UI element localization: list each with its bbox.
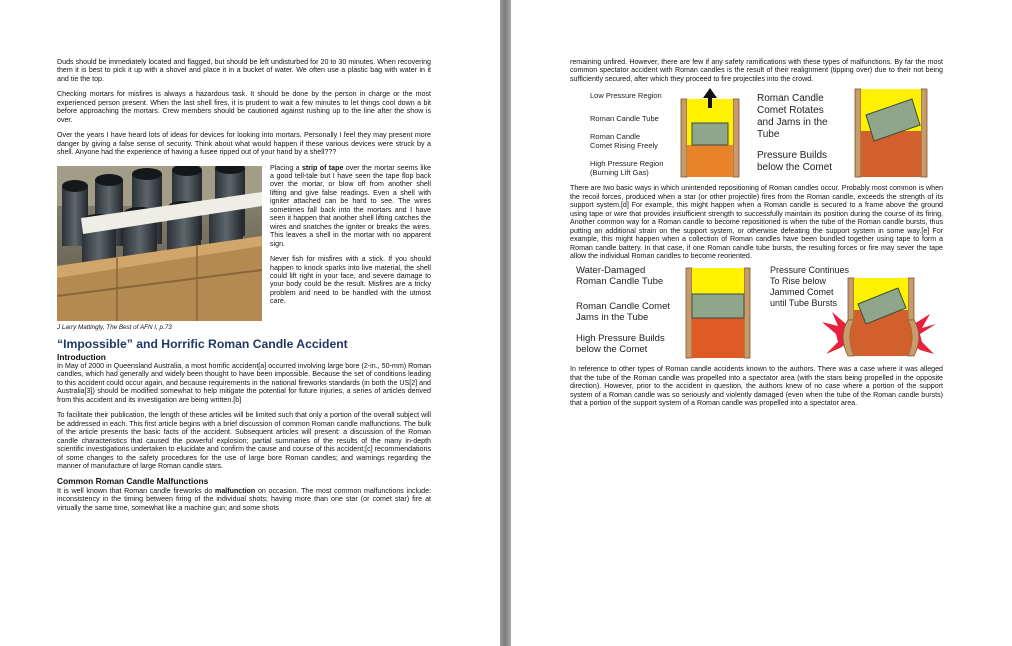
tape-paragraph: Placing a strip of tape over the mortar seems like a good tell-tale but I have seen the tape flop back over the mortar, or blow off from another shell lifting and give false readings. Even a shell with igniter attached can be hard to see. The wires sometimes fall back into the mortars and I have seen it happen that another shell lifting catches the wires and snatches the igniter or breaks the wires. This leaves a shell in the mortar with no apparent sign. xyxy=(270,163,431,248)
hp-label-1: High Pressure Builds xyxy=(576,333,665,345)
free-comet-tube xyxy=(681,88,739,177)
jams-label-1: Roman Candle Comet xyxy=(576,301,670,313)
right-text-column xyxy=(570,58,943,415)
rotates-label-2: Comet Rotates xyxy=(757,105,824,117)
low-pressure-label: Low Pressure Region xyxy=(590,91,662,101)
rotates-label-4: Tube xyxy=(757,129,780,141)
builds-label-1: Pressure Builds xyxy=(757,150,828,162)
damaged-label-2: Roman Candle Tube xyxy=(576,276,664,288)
mortar-rack-image xyxy=(57,166,262,321)
tube-burst-diagram xyxy=(570,264,942,360)
builds-label-2: below the Comet xyxy=(757,162,833,174)
comet-rising-label-1: Roman Candle xyxy=(590,132,641,142)
continues-label-2: To Rise below xyxy=(770,276,827,287)
malfunctions-paragraph: It is well known that Roman candle fireworks do malfunction on occasion. The most common malfunctions include: inconsistency in the timing between firing of the individual shots; having more than one star (or comet star) fire at virtually the same time, somewhat like a machine gun; and some shots xyxy=(57,486,431,512)
page-gutter xyxy=(500,0,511,646)
damaged-label-1: Water-Damaged xyxy=(576,265,646,277)
repositioning-paragraph: There are two basic ways in which unintended repositioning of Roman candles occur. Probably most common is when the recoil forces, produced when a star (or other projectile) fires from the Roman candle, exceeds the strength of its support system.[d] For example, this might happen when a Roman candle is secured to a frame above the ground using tape or wire that provides insufficient strength to successfully maintain its position during the course of its firing. Another common way for a Roman candle to become repositioned is when the tube of the Roman candle bursts, thus putting an additional strain on the support system, or otherwise defeating the support system in some way.[e] For example, this might happen when a collection of Roman candles have been bundled together using tape to form a Roman candle battery. In that case, if one Roman candle tube bursts, the resulting forces or fire may sever the tape allow the individual Roman candles to become reoriented. xyxy=(570,184,943,260)
right-page xyxy=(511,0,1012,646)
introduction-paragraph: In May of 2000 in Queensland Australia, a most horrific accident[a] occurred involving large bore (2-in., 50-mm) Roman candles, which had generally and widely been thought to have been impossible. Because the set of conditions leading to this accident could occur again, and because requirements in the national fireworks standards (in both the US[2] and Australia[3]) should be modified somewhat to help mitigate the potential for future injuries, a series of articles derived from this accident and its investigation are being written.[b] xyxy=(57,362,431,404)
duds-paragraph: Duds should be immediately located and flagged, but should be left undisturbed for 20 to 30 minutes. When recovering them it is best to pick it up with a shovel and place it in a bucket of water. We often use a plastic bag with water in it and tie the top. xyxy=(57,58,431,83)
other-accidents-paragraph: In reference to other types of Roman candle accidents known to the authors. There was a case where it was alleged that the tube of the Roman candle was propelled into a spectator area (with the stars being propelled in the opposite direction). However, prior to the accident in question, the authors knew of no case where a portion of the support system of a Roman candle was so seriously and violently damaged (even when the tube of the Roman candle bursts) that a portion of the support system of a Roman candle was propelled into a spectator area. xyxy=(570,365,943,408)
jammed-comet-tube xyxy=(855,89,927,177)
damaged-tube xyxy=(686,268,750,358)
continues-label-1: Pressure Continues xyxy=(770,265,850,276)
checking-mortars-paragraph: Checking mortars for misfires is always a hazardous task. It should be done by the person in charge or the most experienced person present. When the last shell fires, it is prudent to wait a few minutes to let things cool down a bit before approaching the mortars. Crew members should be cautioned against rushing up to the line after the show is over. xyxy=(57,90,431,124)
continues-label-4: until Tube Bursts xyxy=(770,298,838,309)
continues-label-3: Jammed Comet xyxy=(770,287,834,298)
jams-label-2: Jams in the Tube xyxy=(576,312,649,324)
comet-rising-label-2: Comet Rising Freely xyxy=(590,141,658,151)
introduction-heading: Introduction xyxy=(57,351,106,362)
malfunctions-heading: Common Roman Candle Malfunctions xyxy=(57,476,209,487)
continued-paragraph: remaining unfired. However, there are few if any safety ramifications with these types of malfunctions. By far the most common spectator accident with Roman candles is the result of their realignment (tipping over) due to their not being sufficiently secured, after which they proceed to fire projectiles into the crowd. xyxy=(570,58,943,83)
malfunction-emphasis: malfunction xyxy=(215,486,256,495)
devices-paragraph: Over the years I have heard lots of ideas for devices for looking into mortars. Personally I feel they may present more danger by giving a false sense of security. Think about what would happen if these various devices were struck by a shell. Anyone had the experience of having a fusee ripped out of your hand by a shell??? xyxy=(57,131,431,157)
high-pressure-label-2: (Burning Lift Gas) xyxy=(590,168,649,178)
strip-of-tape-emphasis: strip of tape xyxy=(301,163,344,172)
high-pressure-label-1: High Pressure Region xyxy=(590,159,664,169)
mortar-rack-photo xyxy=(57,166,262,321)
article-title: “Impossible” and Horrific Roman Candle Accident xyxy=(57,336,348,351)
rotates-label-1: Roman Candle xyxy=(757,93,824,105)
burst-tube xyxy=(822,278,936,356)
comet-rotation-diagram xyxy=(570,87,942,179)
left-page xyxy=(0,0,500,646)
hp-label-2: below the Comet xyxy=(576,344,648,356)
publication-paragraph: To facilitate their publication, the length of these articles will be limited such that only a portion of the overall subject will be addressed in each. This first article begins with a brief discussion of common Roman candle malfunctions. The bulk of the article presents the basic facts of the accident. Subsequent articles will present: a discussion of the Roman candle characteristics that caused the powerful explosion; partial summaries of the results of the many in-depth scientific investigations undertaken to elucidate and confirm the cause and course of this accident;[c] recommendations of some changes to the safety procedures for the use of large bore Roman candles; and warnings regarding the manner of manufacture of large Roman candle stars. xyxy=(57,411,431,471)
tube-label: Roman Candle Tube xyxy=(590,114,659,124)
left-text-column xyxy=(57,58,431,519)
rotates-label-3: and Jams in the xyxy=(757,117,828,129)
photo-caption: J Larry Mattingly, The Best of AFN I, p.73 xyxy=(57,323,172,331)
fish-misfires-paragraph: Never fish for misfires with a stick. If you should happen to knock sparks into live material, the shell could lift right in your face, and severe damage to your body could be the result. Misfires are a tricky problem and need to be handled with the utmost care. xyxy=(270,255,431,306)
